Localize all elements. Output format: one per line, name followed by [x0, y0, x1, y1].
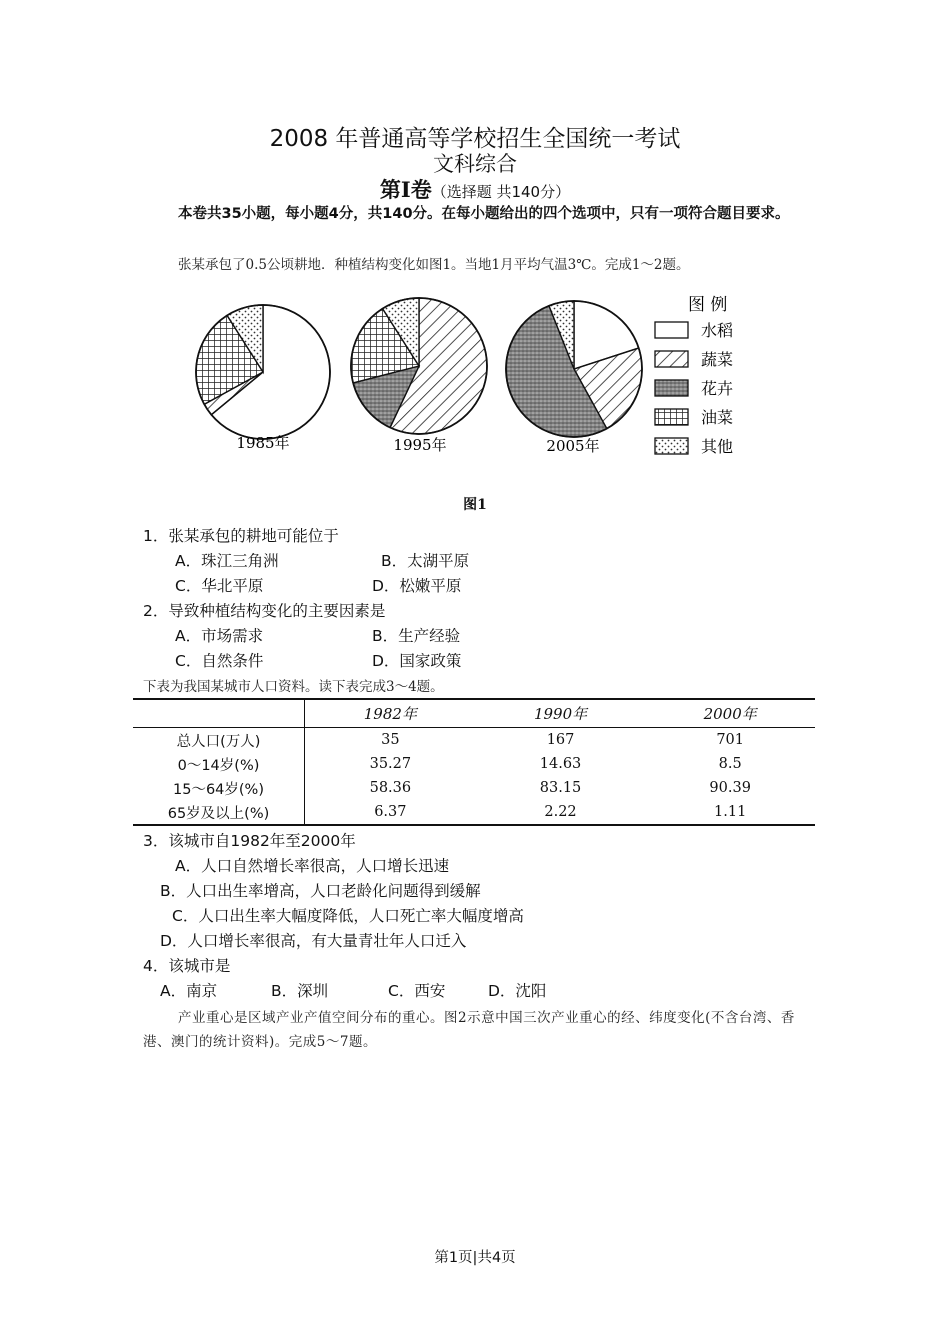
q3-option-a: A．人口自然增长率很高，人口增长迅速: [175, 857, 450, 875]
legend-swatch-flowers: [655, 380, 688, 396]
intro-paragraph-3: 产业重心是区域产业产值空间分布的重心。图2示意中国三次产业重心的经、纬度变化(不含台湾、香港、澳门的统计资料)。完成5～7题。: [143, 1010, 795, 1050]
legend-swatch-vegetables: [655, 351, 688, 367]
table-row: [133, 800, 815, 825]
legend-label-other: 其他: [701, 437, 734, 456]
q4-option-b: B．深圳: [271, 982, 329, 1000]
row-label: 65岁及以上(%): [133, 800, 305, 825]
section-heading: [0, 174, 950, 204]
q2-option-a: A．市场需求: [175, 627, 264, 645]
table-cell: 2.22: [544, 804, 577, 820]
pie-label-1995: 1995年: [393, 436, 447, 454]
q2-option-c: C．自然条件: [175, 652, 264, 670]
legend-swatch-rapeseed: [655, 409, 688, 425]
table-cell: 14.63: [539, 756, 582, 772]
table-row: [133, 776, 815, 800]
pie-chart-0: [196, 305, 330, 439]
legend-label-vegetables: 蔬菜: [701, 350, 734, 369]
question-3-stem: 3．该城市自1982年至2000年: [143, 832, 356, 850]
q1-option-c: C．华北平原: [175, 577, 264, 595]
legend-title: 图 例: [688, 295, 728, 315]
q4-option-c: C．西安: [388, 982, 446, 1000]
q1-option-a: A．珠江三角洲: [175, 552, 279, 570]
legend-swatch-rice: [655, 322, 688, 338]
pie-label-2005: 2005年: [546, 437, 600, 455]
instructions: 本卷共35小题，每小题4分，共140分。在每小题给出的四个选项中，只有一项符合题目要求。: [178, 206, 790, 222]
table-row: [133, 752, 815, 776]
table-cell: 8.5: [718, 756, 742, 772]
table-header-cell: 1982年: [363, 705, 417, 723]
exam-subtitle: 文科综合: [433, 152, 517, 176]
legend-label-rapeseed: 油菜: [701, 408, 734, 427]
population-table: [133, 698, 815, 826]
table-cell: 167: [546, 732, 575, 748]
table-cell: 83.15: [539, 780, 582, 796]
table-cell: 90.39: [709, 780, 751, 796]
row-label: 0～14岁(%): [133, 752, 305, 776]
legend-label-rice: 水稻: [701, 321, 734, 340]
q3-option-d: D．人口增长率很高，有大量青壮年人口迁入: [160, 932, 467, 950]
q1-option-d: D．松嫩平原: [372, 577, 462, 595]
q1-option-b: B．太湖平原: [381, 552, 470, 570]
row-label: 15～64岁(%): [133, 776, 305, 800]
q3-option-b: B．人口出生率增高，人口老龄化问题得到缓解: [160, 882, 481, 900]
table-header-cell: [133, 699, 305, 728]
q2-option-b: B．生产经验: [372, 627, 461, 645]
figure-1: [190, 286, 790, 466]
row-label: 总人口(万人): [133, 728, 305, 753]
table-header-cell: 2000年: [703, 705, 757, 723]
table-cell: 6.37: [374, 804, 407, 820]
pie-chart-2: [506, 301, 642, 437]
page-footer: 第1页|共4页: [434, 1250, 516, 1266]
pie-label-1985: 1985年: [236, 434, 290, 452]
legend: [655, 295, 733, 456]
section-label: 第Ⅰ卷: [379, 177, 432, 202]
table-header-row: [133, 699, 815, 728]
figure-caption: 图1: [463, 497, 487, 513]
q3-option-c: C．人口出生率大幅度降低，人口死亡率大幅度增高: [172, 907, 524, 925]
section-note: （选择题 共140分）: [431, 183, 571, 201]
pie-chart-1: [351, 298, 487, 434]
question-1-stem: 1．张某承包的耕地可能位于: [143, 527, 339, 545]
table-cell: 1.11: [714, 804, 747, 820]
intro-paragraph-1: 张某承包了0.5公顷耕地．种植结构变化如图1。当地1月平均气温3℃。完成1～2题。: [178, 257, 690, 273]
table-cell: 701: [716, 732, 745, 748]
table-row: [133, 728, 815, 753]
question-2-stem: 2．导致种植结构变化的主要因素是: [143, 602, 386, 620]
table-cell: 35: [381, 732, 400, 748]
q4-option-d: D．沈阳: [488, 982, 547, 1000]
intro-paragraph-2: 下表为我国某城市人口资料。读下表完成3～4题。: [143, 679, 444, 695]
q4-option-a: A．南京: [160, 982, 218, 1000]
table-cell: 35.27: [369, 756, 412, 772]
legend-swatch-other: [655, 438, 688, 454]
legend-label-flowers: 花卉: [701, 379, 734, 398]
question-4-stem: 4．该城市是: [143, 957, 231, 975]
exam-title: 2008 年普通高等学校招生全国统一考试: [269, 126, 681, 152]
q2-option-d: D．国家政策: [372, 652, 462, 670]
table-header-cell: 1990年: [533, 705, 588, 723]
table-cell: 58.36: [369, 780, 412, 796]
